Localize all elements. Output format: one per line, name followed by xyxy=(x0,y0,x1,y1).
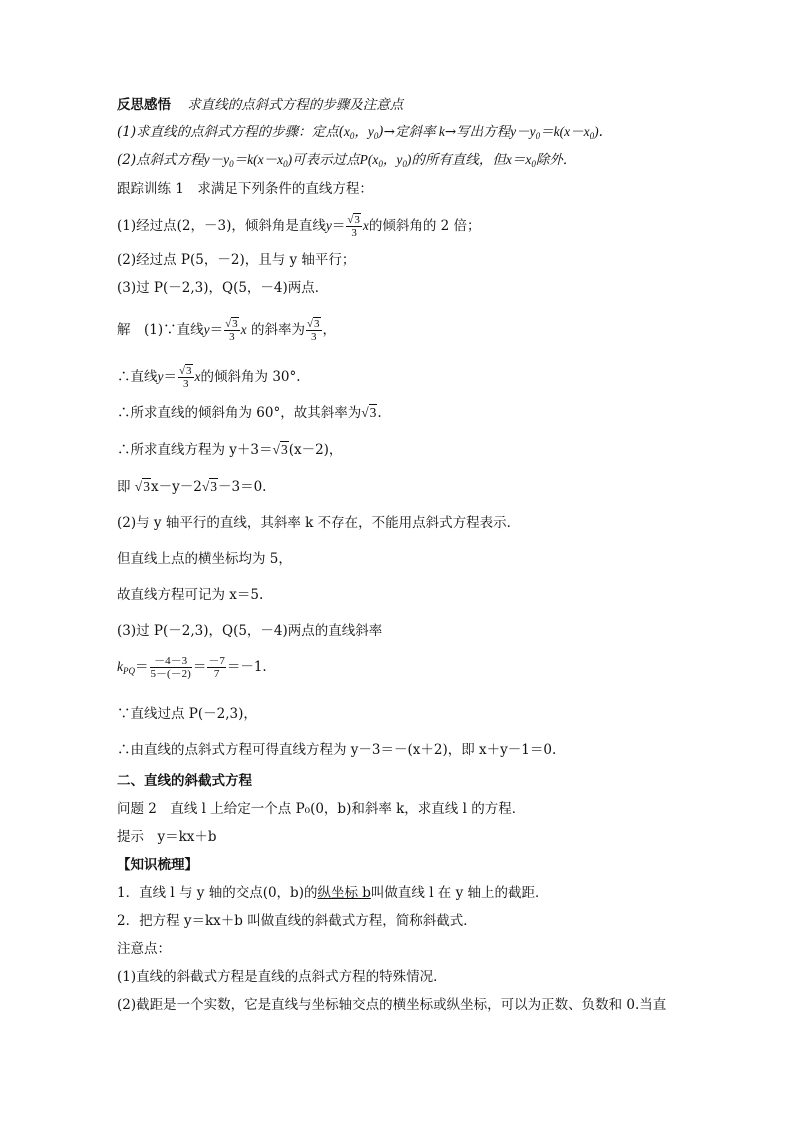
hint: 提示 y＝kx＋b xyxy=(117,829,217,845)
reflection-subtitle: 求直线的点斜式方程的步骤及注意点 xyxy=(187,97,404,113)
note-2: (2)截距是一个实数，它是直线与坐标轴交点的横坐标或纵坐标，可以为正数、负数和 0.当直 xyxy=(117,997,667,1013)
reflection-title: 反思感悟 xyxy=(117,97,171,113)
reflection-heading xyxy=(117,97,403,113)
solution-line-9: (3)过 P(－2,3)，Q(5，－4)两点的直线斜率 xyxy=(117,623,383,639)
fraction: $\frac{√3}{3}$ xyxy=(179,365,192,390)
knowledge-item-2: 2．把方程 y＝kx＋b 叫做直线的斜截式方程，简称斜截式． xyxy=(117,913,477,929)
knowledge-item-1: 1．直线 l 与 y 轴的交点(0，b)的纵坐标 b叫做直线 l 在 y 轴上的截距． xyxy=(117,885,549,901)
solution-line-2: ∴直线y＝ $\frac{√3}{3}$ x的倾斜角为 30°. xyxy=(117,365,301,390)
solution-line-5: 即 √3x－y－2√3－3＝0. xyxy=(117,479,267,495)
reflection-item-1: (1)求直线的点斜式方程的步骤：定点($x_0$，$y_0)\to$定斜率 k→写出方程$y-y_0=k(x-x_0)$. xyxy=(117,124,603,141)
solution-line-4: ∴所求直线方程为 y＋3＝√3(x－2)， xyxy=(117,442,343,458)
solution-line-7: 但直线上点的横坐标均为 5， xyxy=(117,551,292,567)
note-1: (1)直线的斜截式方程是直线的点斜式方程的特殊情况． xyxy=(117,969,447,985)
fraction: $\frac{-7}{7}$ xyxy=(208,655,225,680)
training-q3: (3)过 P(－2,3)，Q(5，－4)两点． xyxy=(117,280,329,296)
solution-line-6: (2)与 y 轴平行的直线，其斜率 k 不存在，不能用点斜式方程表示． xyxy=(117,515,521,531)
solution-line-3: ∴所求直线的倾斜角为 60°，故其斜率为√3. xyxy=(117,405,382,421)
solution-line-1: 解 (1)∵直线y＝ $\frac{√3}{3}$ x 的斜率为 $\frac{√3}{3}$ ， xyxy=(117,318,337,343)
solution-line-8: 故直线方程可记为 x＝5. xyxy=(117,587,264,603)
fraction: $\frac{√3}{3}$ xyxy=(306,318,320,343)
solution-line-12: ∴由直线的点斜式方程可得直线方程为 y－3＝－(x＋2)，即 x＋y－1＝0. xyxy=(117,742,557,758)
training-q2: (2)经过点 P(5，－2)，且与 y 轴平行； xyxy=(117,252,356,268)
solution-line-11: ∵直线过点 P(－2,3)， xyxy=(117,706,257,722)
section-heading: 二、直线的斜截式方程 xyxy=(117,773,252,789)
reflection-item-2: (2)点斜式方程$y-y_0=k(x-x_0)$可表示过点$P(x_0$，$y_0$)的所有直线，但$x=x_0$除外． xyxy=(117,152,577,169)
fraction: $\frac{√3}{3}$ xyxy=(347,214,360,239)
fraction: $\frac{-4-3}{5-(-2)}$ xyxy=(150,655,191,680)
fraction: $\frac{√3}{3}$ xyxy=(225,318,238,343)
training-title: 跟踪训练 1 求满足下列条件的直线方程： xyxy=(117,181,373,197)
problem-2: 问题 2 直线 l 上给定一个点 P₀(0，b)和斜率 k，求直线 l 的方程． xyxy=(117,801,526,817)
solution-line-10: $k_{PQ}=$ $\frac{-4-3}{5-(-2)}$ ＝ $\frac{-7}{7}$ ＝－1. xyxy=(117,655,267,680)
knowledge-heading: 【知识梳理】 xyxy=(117,857,198,873)
notes-heading: 注意点： xyxy=(117,941,171,957)
underlined-term: 纵坐标 b xyxy=(317,885,371,901)
training-q1: (1)经过点(2，－3)，倾斜角是直线y＝ $\frac{√3}{3}$ x的倾斜角的 2 倍； xyxy=(117,214,481,239)
